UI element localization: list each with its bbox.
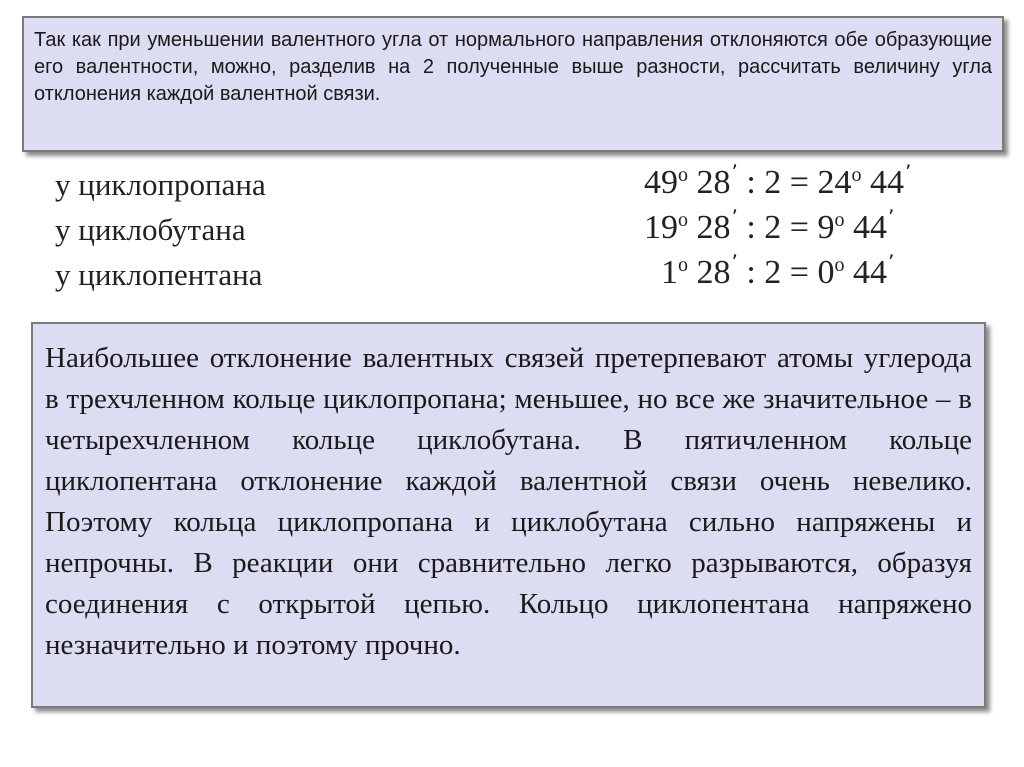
calc-equation-cyclobutane: $19^о$ 28՚ : $2 = 9^о$ 44՚: [644, 207, 895, 246]
calc-label-cyclopentane: у циклопентана: [55, 257, 263, 292]
intro-text-box: [22, 16, 1004, 152]
calc-equation-cyclopropane: $49^о$ 28՚ : $2 = 24^о$ 44՚: [644, 162, 912, 201]
intro-text: Так как при уменьшении валентного угла от нормального направления отклоняются обе образующие его валентности, можно, разделив на 2 полученные выше разности, рассчитать величину угла отклонения каждой валентной связи.: [34, 29, 992, 105]
conclusion-text: Наибольшее отклонение валентных связей претерпевают атомы углерода в трехчленном кольце циклопропана; меньшее, но все же значительное – в четырехчленном кольце циклобутана. В пятичленном кольце циклопентана отклонение каждой валентной связи очень невелико. Поэтому кольца циклопропана и циклобутана сильно напряжены и непрочны. В реакции они сравнительно легко разрываются, образуя соединения с открытой цепью. Кольцо циклопентана напряжено незначительно и поэтому прочно.: [45, 342, 972, 661]
calc-equation-cyclopentane: $1^о$ 28՚ : $2 = 0^о$ 44՚: [661, 252, 895, 291]
calc-label-cyclobutane: у циклобутана: [55, 212, 246, 247]
calc-label-cyclopropane: у циклопропана: [55, 167, 266, 202]
conclusion-text-box: [31, 322, 986, 708]
